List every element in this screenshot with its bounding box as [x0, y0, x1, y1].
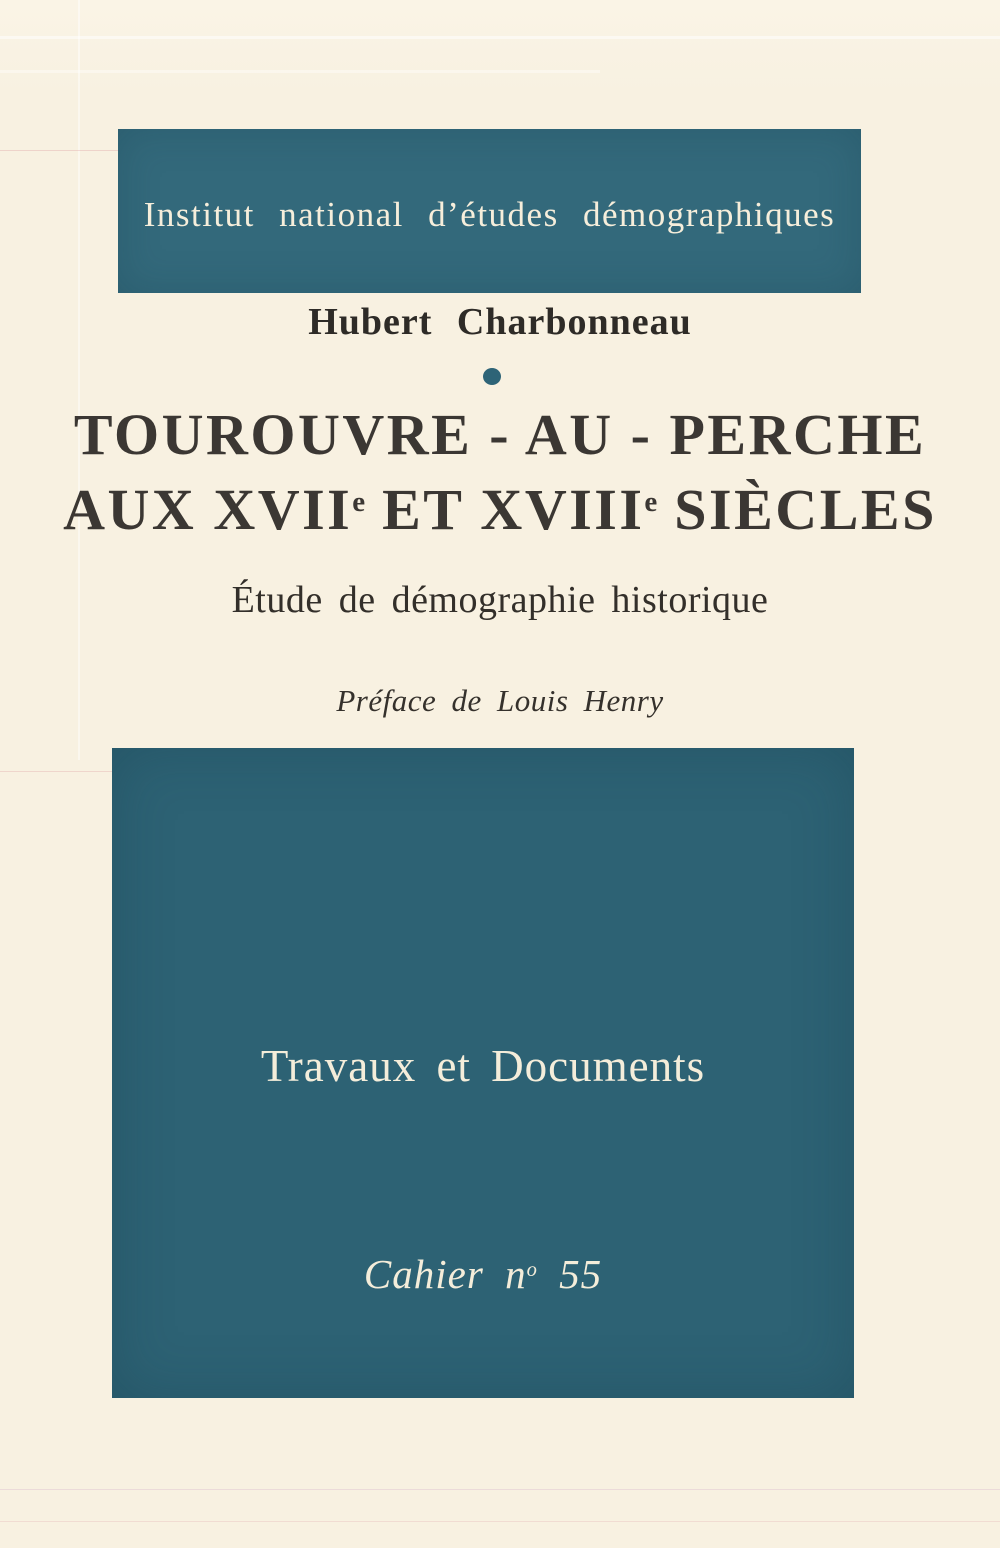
- paper-streak: [0, 36, 1000, 39]
- book-subtitle: Étude de démographie historique: [231, 579, 769, 621]
- paper-streak: [0, 70, 600, 73]
- title-line2-post: SIÈCLES: [657, 477, 937, 542]
- bullet-separator-icon: [483, 368, 501, 385]
- title-superscript-e: e: [644, 486, 658, 519]
- book-title-line-2: [0, 477, 1000, 542]
- series-name: Travaux et Documents: [260, 1041, 706, 1091]
- title-line2-pre: AUX XVII: [63, 477, 353, 542]
- book-title-line-1: TOUROUVRE - AU - PERCHE: [73, 402, 927, 467]
- scan-artifact-line: [0, 1489, 1000, 1490]
- cahier-post: 55: [537, 1251, 603, 1297]
- paper-crease-line: [78, 0, 80, 760]
- title-superscript-e: e: [352, 486, 366, 519]
- publisher-banner: [118, 129, 861, 293]
- preface-credit: Préface de Louis Henry: [336, 683, 664, 718]
- series-block: [112, 748, 854, 1398]
- cahier-number: [112, 1251, 854, 1297]
- scan-artifact-line: [0, 150, 118, 151]
- cahier-superscript-o: o: [526, 1259, 538, 1282]
- cahier-pre: Cahier n: [363, 1251, 527, 1297]
- scan-artifact-line: [0, 1521, 1000, 1522]
- publisher-name: Institut national d’études démographiques: [143, 194, 836, 234]
- title-line2-mid: ET XVIII: [365, 477, 645, 542]
- scan-artifact-line: [0, 771, 112, 772]
- author-name: Hubert Charbonneau: [308, 301, 692, 343]
